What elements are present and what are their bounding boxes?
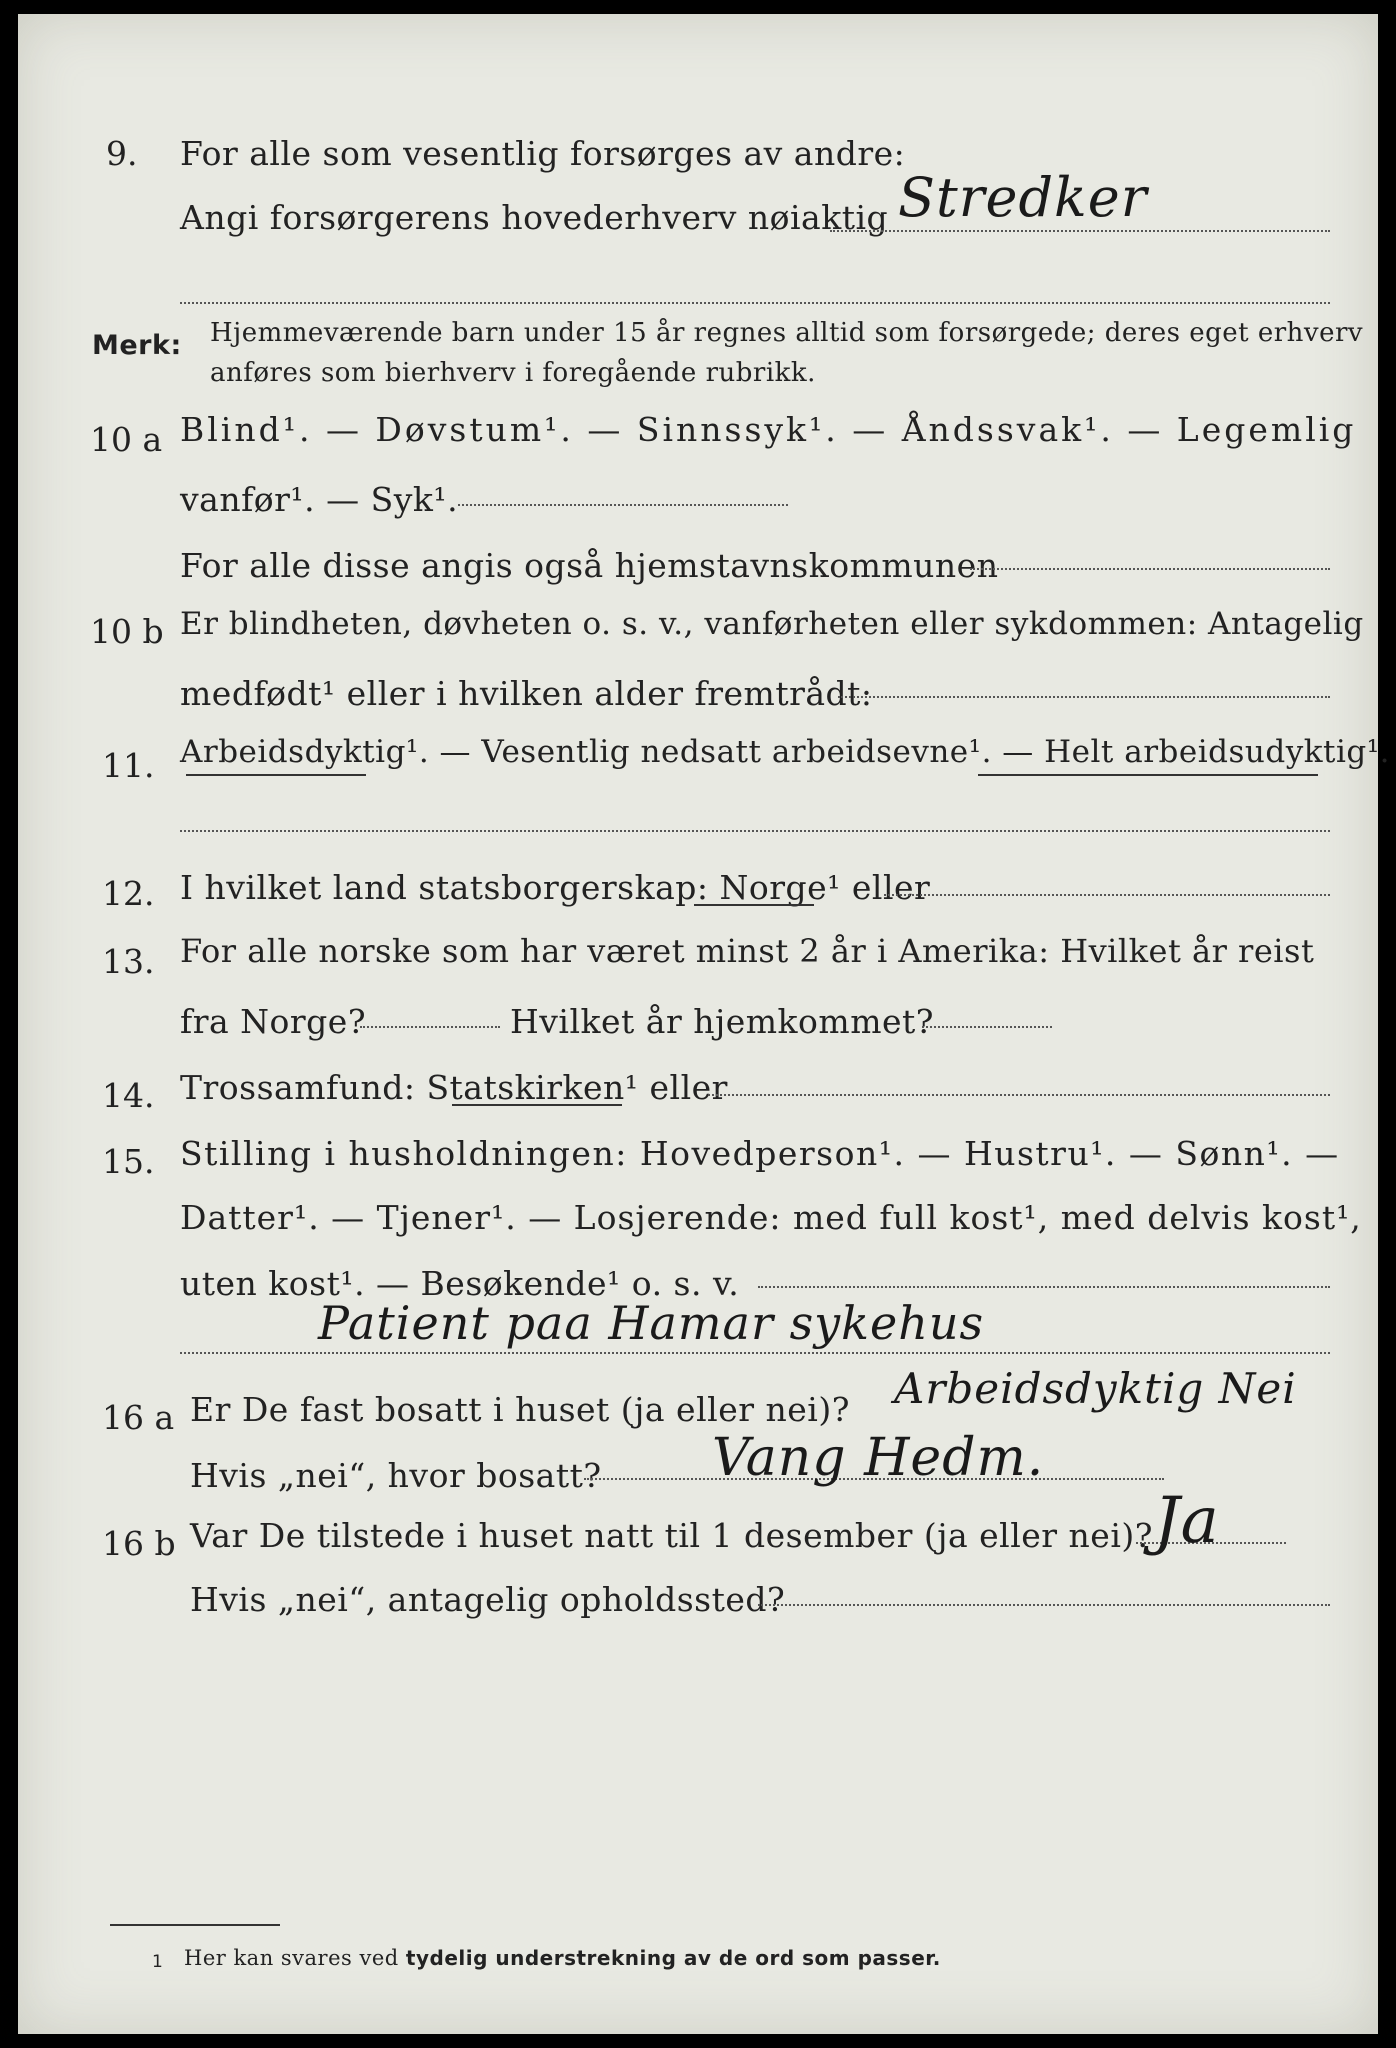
q15-number: 15. [102,1142,155,1181]
q10b-line1: Er blindheten, døvheten o. s. v., vanførheten eller sykdommen: Antagelig [180,606,1364,642]
q14-line1: Trossamfund: Statskirken¹ eller [180,1068,728,1107]
footnote-text-plain: Her kan svares ved [184,1946,399,1970]
q13-dotted-reist [360,1026,500,1028]
q9-line1: For alle som vesentlig forsørges av andre: [180,134,906,173]
q12-dotted-line [884,894,1330,896]
q10a-hometown-line [970,568,1330,570]
q10a-dotted-line [458,504,788,506]
footnote-text-bold: tydelig understrekning av de ord som passer. [405,1946,941,1970]
q13-number: 13. [102,942,155,981]
q12-underline-norge [694,904,814,906]
q15-continuation-line [180,1352,1330,1354]
q15-dotted-line [758,1286,1330,1288]
merk-line1: Hjemmeværende barn under 15 år regnes alltid som forsørgede; deres eget erhverv [210,318,1364,348]
census-form-page [18,14,1391,2034]
footnote-marker: 1 [152,1952,164,1972]
q10a-line3: For alle disse angis også hjemstavnskommunen [180,546,999,585]
q13-line2b: Hvilket år hjemkommet? [510,1002,934,1041]
q10b-dotted-line [838,696,1330,698]
q15-line2: Datter¹. — Tjener¹. — Losjerende: med full kost¹, med delvis kost¹, [180,1198,1362,1237]
q16a-line1: Er De fast bosatt i huset (ja eller nei)? [190,1390,850,1429]
q16b-line2: Hvis „nei“, antagelig opholdssted? [190,1580,786,1619]
q10a-line2: vanfør¹. — Syk¹. [180,480,459,519]
q11-line1: Arbeidsdyktig¹. — Vesentlig nedsatt arbeidsevne¹. — Helt arbeidsudyktig¹. [180,734,1391,770]
q14-number: 14. [102,1076,155,1115]
q16b-line1: Var De tilstede i huset natt til 1 desember (ja eller nei)? [190,1516,1153,1555]
q10a-number: 10 a [90,420,163,459]
q9-number: 9. [106,134,138,173]
q12-number: 12. [102,874,155,913]
q9-dotted-line [830,230,1330,232]
q11-underline-udyktig [978,774,1318,776]
q16a-handwritten-answer1: Arbeidsdyktig Nei [894,1364,1297,1413]
q13-line1: For alle norske som har været minst 2 år i Amerika: Hvilket år reist [180,932,1315,970]
q16a-number: 16 a [102,1398,175,1437]
q14-dotted-line [708,1094,1330,1096]
q10b-line2: medfødt¹ eller i hvilken alder fremtrådt: [180,674,873,713]
q16a-line2: Hvis „nei“, hvor bosatt? [190,1456,602,1495]
q15-handwritten-answer: Patient paa Hamar sykehus [318,1296,985,1350]
q16a-handwritten-answer2: Vang Hedm. [712,1428,1045,1488]
q11-number: 11. [102,746,155,785]
q12-line1: I hvilket land statsborgerskap: Norge¹ eller [180,868,931,907]
q16b-handwritten-answer: Ja [1154,1484,1220,1558]
q13-dotted-hjemkommet [922,1026,1052,1028]
q14-underline-statskirken [452,1104,622,1106]
q9-line2: Angi forsørgerens hovederhverv nøiaktig [180,198,889,237]
q9-continuation-line [180,302,1330,304]
q9-handwritten-answer: Stredker [898,166,1148,229]
q15-line1: Stilling i husholdningen: Hovedperson¹. — Hustru¹. — Sønn¹. — [180,1134,1340,1173]
merk-line2: anføres som bierhverv i foregående rubrikk. [210,358,816,388]
q16b-opholdssted-line [758,1604,1330,1606]
footnote-rule [110,1924,280,1926]
q11-continuation-line [180,830,1330,832]
q11-underline-arbeidsdyktig [186,774,366,776]
q10a-line1: Blind¹. — Døvstum¹. — Sinnssyk¹. — Åndssvak¹. — Legemlig [180,410,1357,449]
q13-line2a: fra Norge? [180,1002,367,1041]
q15-line3: uten kost¹. — Besøkende¹ o. s. v. [180,1264,740,1303]
q10b-number: 10 b [90,612,164,651]
merk-label: Merk: [92,330,182,361]
footnote [184,1946,941,1970]
q16b-number: 16 b [102,1524,176,1563]
